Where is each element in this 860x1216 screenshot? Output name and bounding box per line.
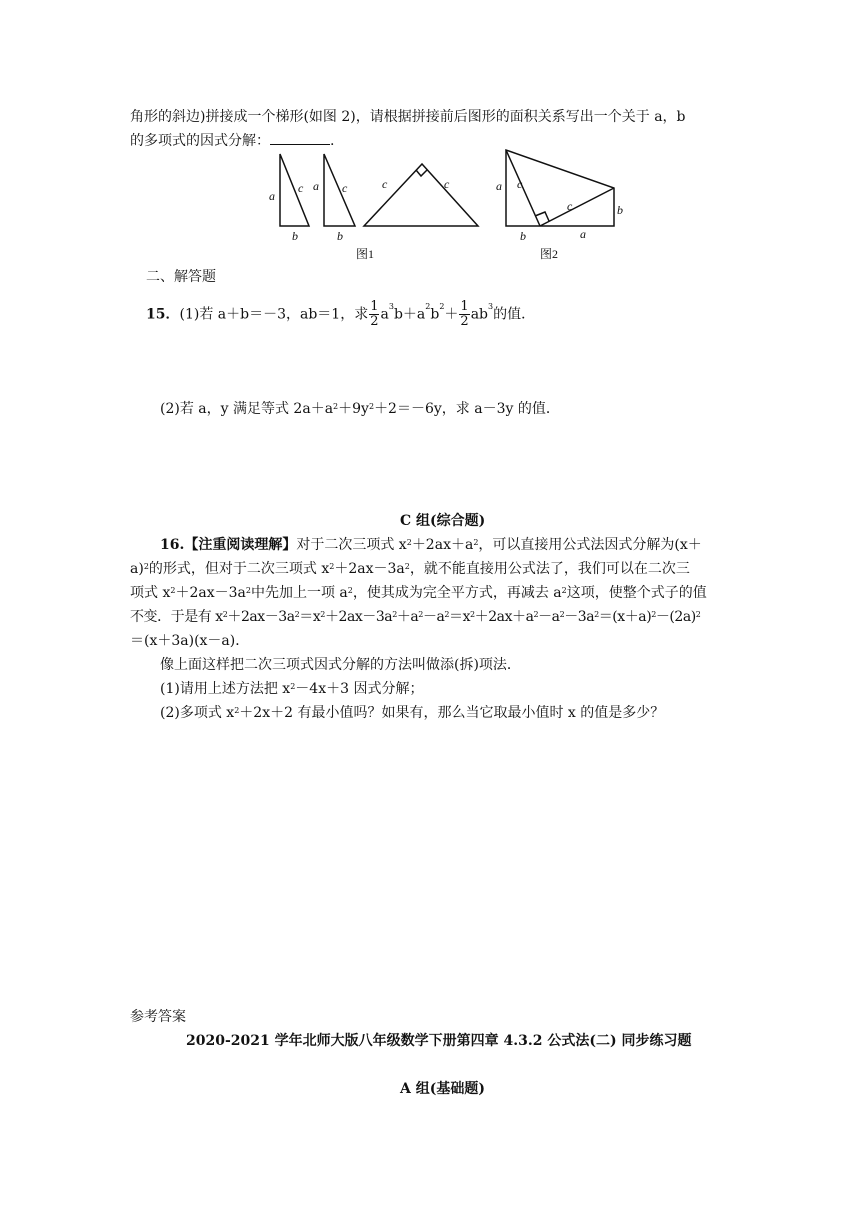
q16-line-4: 不变．于是有 $x^2+2ax-3a^2=x^2+2ax-3a^2+a^2-a^2=x^2+2ax+a^2-a^2-3a^2=(x+a)^2-(2a)^2$ xyxy=(130,609,701,625)
answers-group-a: A 组(基础题) xyxy=(400,1081,485,1097)
section-title: 二、解答题 xyxy=(146,269,216,285)
fig2-label-c-1: c xyxy=(517,177,523,191)
fig1-right-angle-mark xyxy=(416,170,427,176)
q16-line-6: 像上面这样把二次三项式因式分解的方法叫做添(拆)项法． xyxy=(160,657,521,673)
group-c-title: C 组(综合题) xyxy=(400,513,486,529)
fig1-t1-label-c: c xyxy=(298,181,304,195)
intro-line-1: 角形的斜边)拼接成一个梯形(如图 2)，请根据拼接前后图形的面积关系写出一个关于 a，b xyxy=(130,109,686,125)
fig1-t3-label-c-right: c xyxy=(444,177,450,191)
fraction-half-2: $\frac{1}{2}$ xyxy=(460,299,469,329)
fig1-t3-label-c-left: c xyxy=(382,177,388,191)
fig1-t1-label-b: b xyxy=(292,229,298,243)
q16-line-1: 16.【注重阅读理解】对于二次三项式 $x^2+2ax+a^2$，可以直接用公式法因式分解为(x＋ xyxy=(160,537,702,553)
fig1-t2-label-a: a xyxy=(313,179,319,193)
fig2-label-b-right: b xyxy=(617,203,623,217)
fig2-label-a-left: a xyxy=(496,179,502,193)
fig1-t2-label-c: c xyxy=(342,181,348,195)
fraction-half-1: $\frac{1}{2}$ xyxy=(370,299,379,329)
figure-caption-2: 图2 xyxy=(540,247,559,261)
q15-part1: 15．(1)若 a＋b＝－3，ab＝1，求 $\frac{1}{2}$ $a^3b+a^2b^2+$ $\frac{1}{2}$ $ab^3$的值． xyxy=(146,299,536,329)
answer-blank xyxy=(270,132,330,145)
q16-line-2: a)$^2$的形式，但对于二次三项式 $x^2+2ax-3a^2$，就不能直接用公式法了，我们可以在二次三 xyxy=(130,561,690,577)
fig2-label-b-bottom: b xyxy=(520,229,526,243)
fig1-t1-label-a: a xyxy=(269,189,275,203)
figure-caption-1: 图1 xyxy=(356,247,375,261)
figure-triangles xyxy=(0,148,860,268)
fig1-t2-label-b: b xyxy=(337,229,343,243)
fig2-hyp-2 xyxy=(540,188,614,226)
q16-line-8: (2)多项式 $x^2+2x+2$ 有最小值吗？如果有，那么当它取最小值时 x 的值是多少？ xyxy=(160,705,665,721)
fig1-triangle-3 xyxy=(364,164,478,226)
answers-label: 参考答案 xyxy=(130,1009,186,1025)
fig2-hyp-1 xyxy=(506,150,540,226)
intro-line-2: 的多项式的因式分解： . xyxy=(130,133,335,149)
q16-line-7: (1)请用上述方法把 $x^2-4x+3$ 因式分解； xyxy=(160,681,424,697)
q16-line-3: 项式 $x^2+2ax-3a^2$中先加上一项 $a^2$，使其成为完全平方式，再减去 $a^2$这项，使整个式子的值 xyxy=(130,585,707,601)
fig2-label-c-2: c xyxy=(567,199,573,213)
fig2-label-a-bottom: a xyxy=(580,227,586,241)
fig1-triangle-2 xyxy=(324,154,355,226)
q16-line-5: ＝(x＋3a)(x－a)． xyxy=(130,633,250,649)
answers-title: 2020-2021 学年北师大版八年级数学下册第四章 4.3.2 公式法(二) 同步练习题 xyxy=(186,1033,692,1049)
fig1-triangle-1 xyxy=(280,154,309,226)
q15-part2: (2)若 a，y 满足等式 $2a+a^2+9y^2+2=-6y$，求 a－3y 的值． xyxy=(160,401,560,417)
